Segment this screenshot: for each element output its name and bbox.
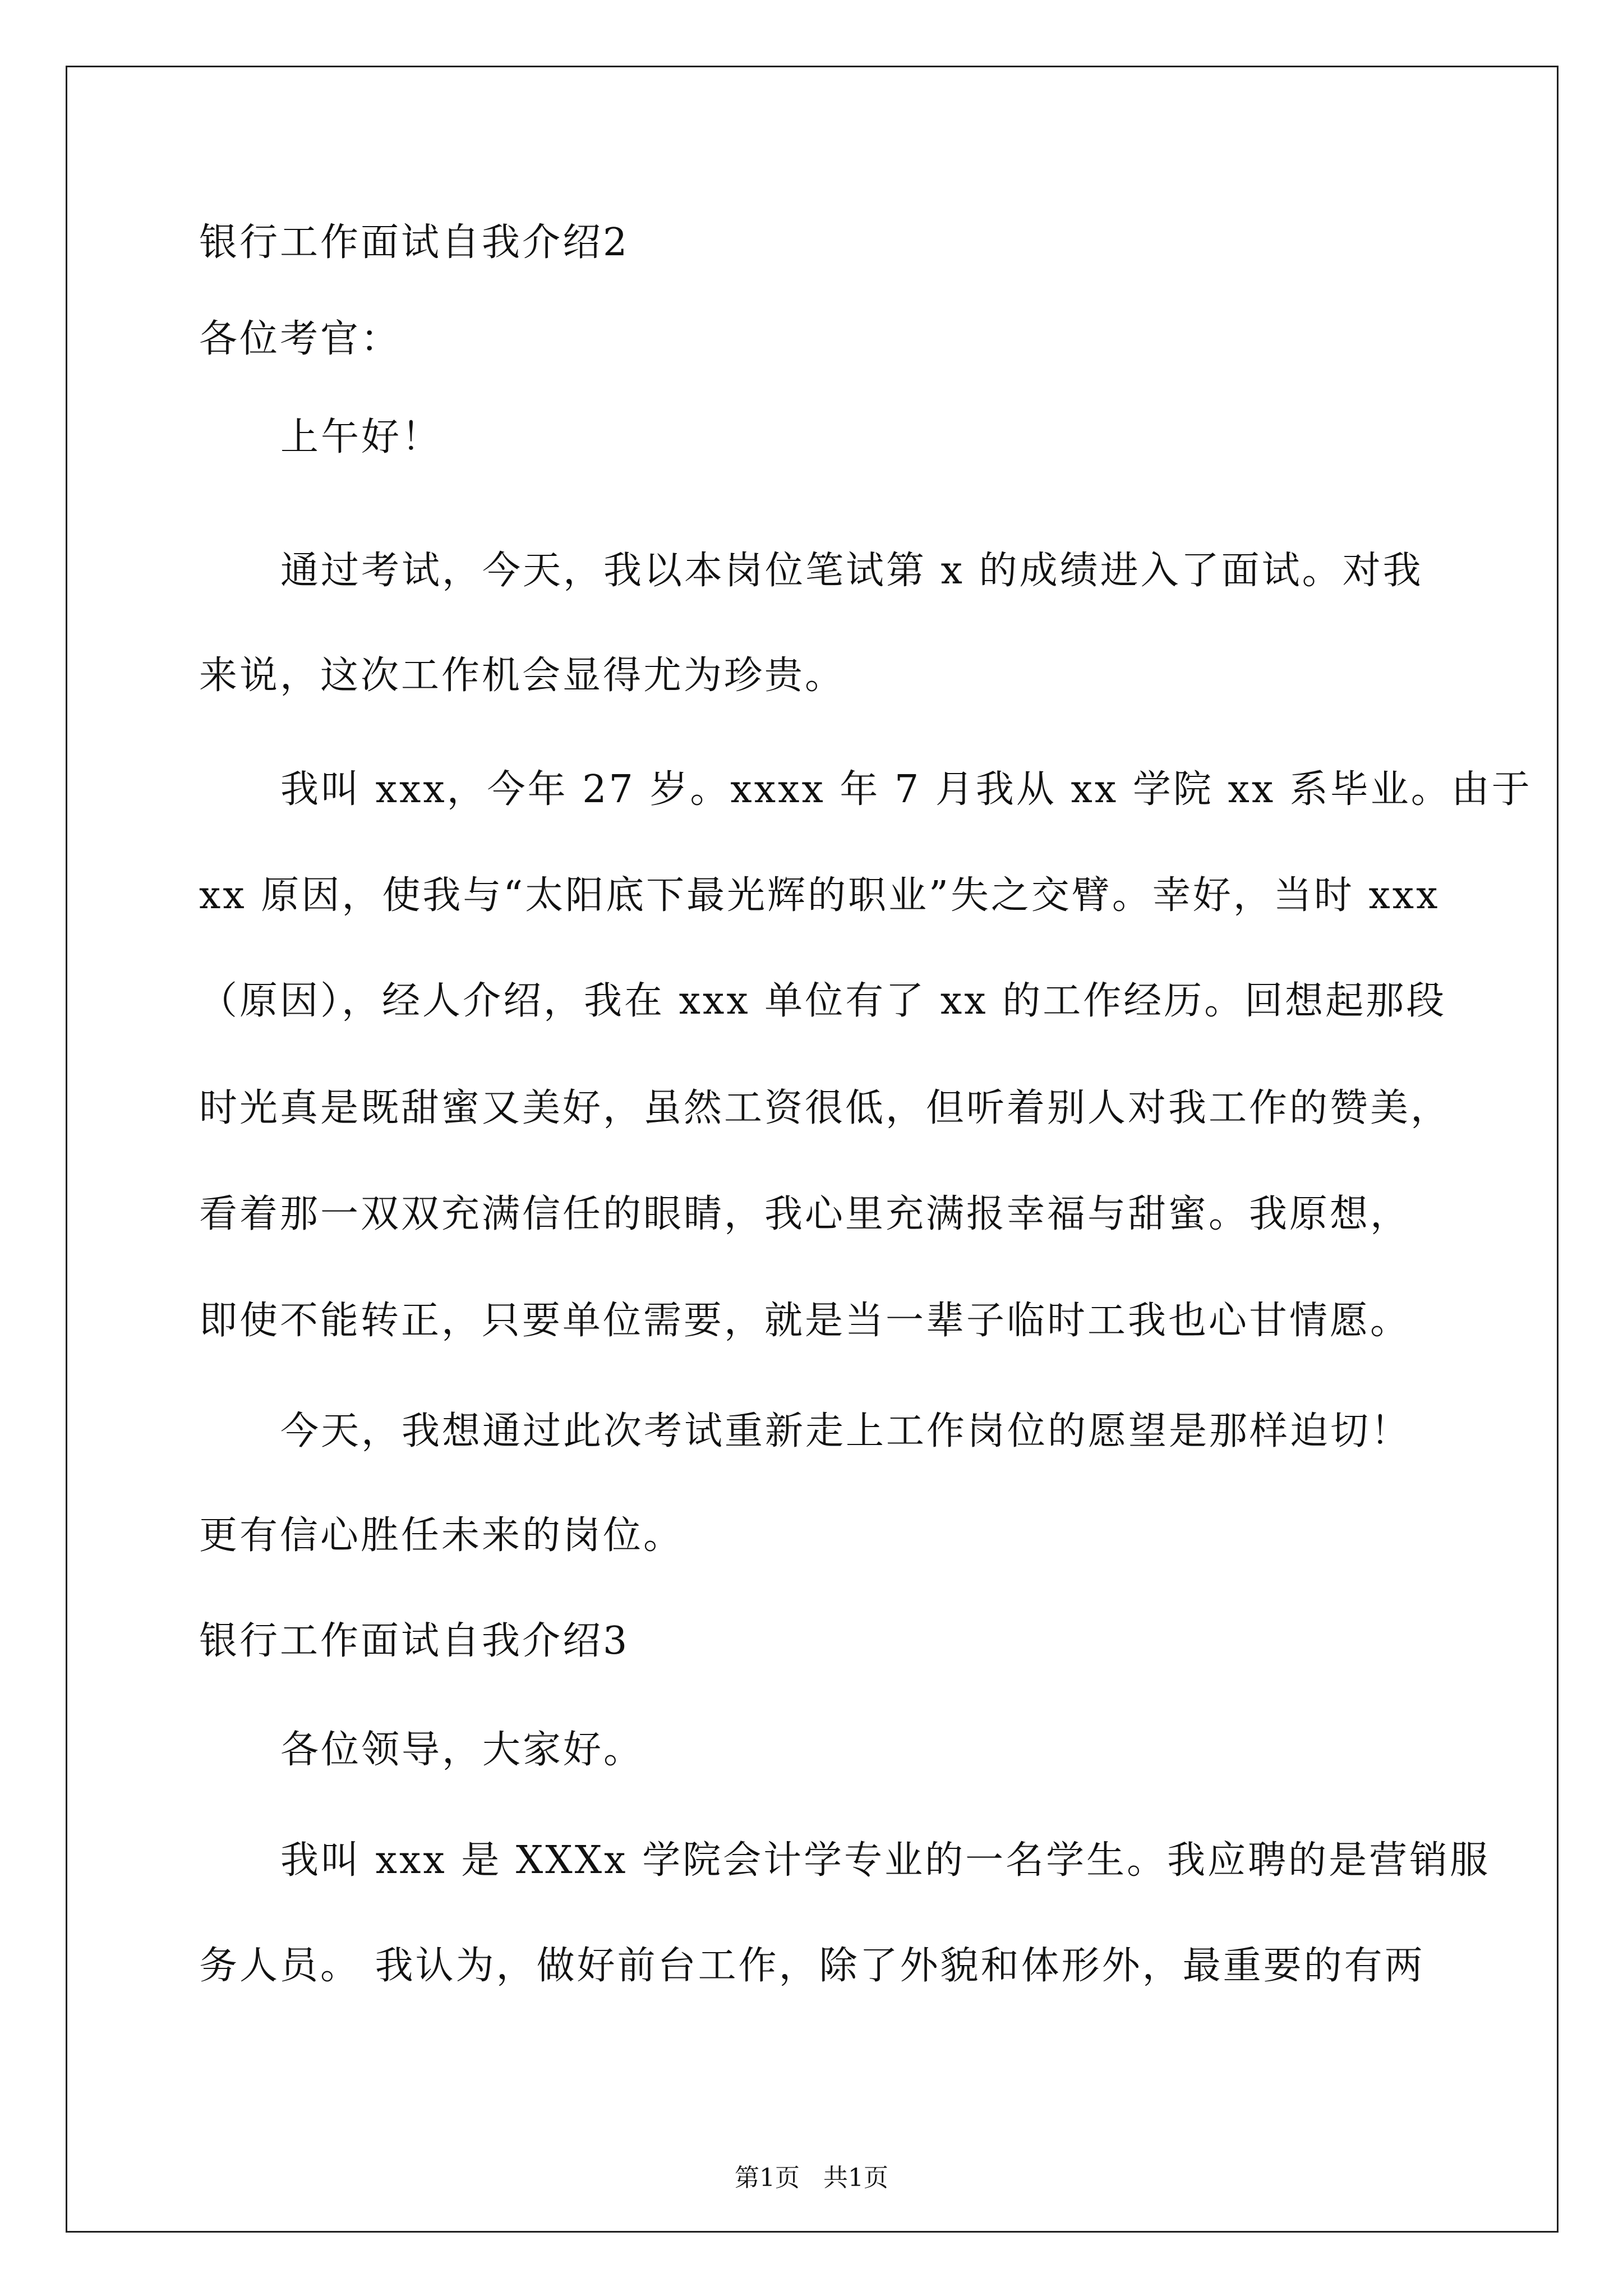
paragraph-line: 时光真是既甜蜜又美好，虽然工资很低，但听着别人对我工作的赞美， xyxy=(199,1086,1451,1130)
paragraph-line: 看着那一双双充满信任的眼睛，我心里充满报幸福与甜蜜。我原想， xyxy=(199,1192,1411,1236)
page-number-footer: 第1页 共1页 xyxy=(735,2164,888,2192)
greeting: 上午好！ xyxy=(280,415,442,459)
paragraph-line: （原因），经人介绍，我在 xxx 单位有了 xx 的工作经历。回想起那段 xyxy=(199,979,1447,1023)
page-border xyxy=(66,66,1559,2233)
section-heading-2: 银行工作面试自我介绍2 xyxy=(199,220,630,265)
paragraph-line: 我叫 xxx 是 XXXx 学院会计学专业的一名学生。我应聘的是营销服 xyxy=(280,1838,1491,1883)
paragraph-line: 来说，这次工作机会显得尤为珍贵。 xyxy=(199,654,846,698)
section-heading-3: 银行工作面试自我介绍3 xyxy=(199,1619,630,1663)
paragraph-line: 今天，我想通过此次考试重新走上工作岗位的愿望是那样迫切！ xyxy=(280,1409,1412,1453)
paragraph-line: 即使不能转正，只要单位需要，就是当一辈子临时工我也心甘情愿。 xyxy=(199,1299,1411,1343)
paragraph-line: 通过考试，今天，我以本岗位笔试第 x 的成绩进入了面试。对我 xyxy=(280,549,1423,593)
paragraph-line: xx 原因，使我与“太阳底下最光辉的职业”失之交臂。幸好，当时 xxx xyxy=(199,873,1440,918)
greeting: 各位领导，大家好。 xyxy=(280,1728,644,1772)
salutation: 各位考官： xyxy=(199,317,402,361)
paragraph-line: 务人员。 我认为，做好前台工作，除了外貌和体形外，最重要的有两 xyxy=(199,1944,1425,1988)
paragraph-line: 我叫 xxx，今年 27 岁。xxxx 年 7 月我从 xx 学院 xx 系毕业。由于 xyxy=(280,767,1532,812)
paragraph-line: 更有信心胜任未来的岗位。 xyxy=(199,1513,684,1558)
